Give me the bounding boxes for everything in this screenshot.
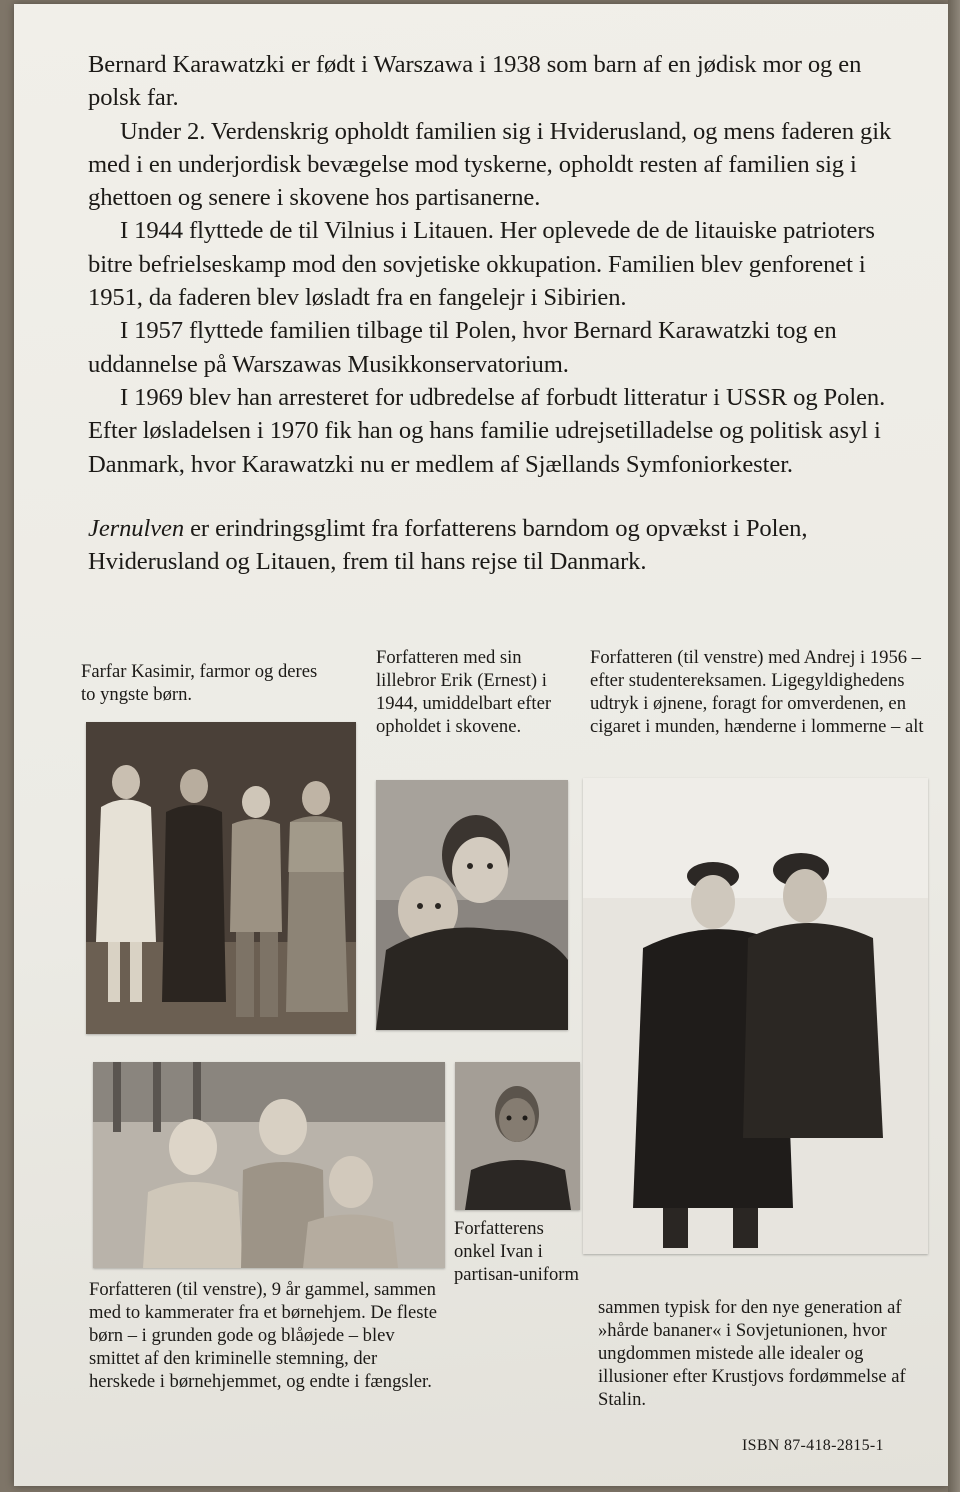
isbn-number: ISBN 87-418-2815-1 [742, 1437, 884, 1454]
bio-paragraph-3: I 1944 flyttede de til Vilnius i Litauen. Her oplevede de de litauiske patrioters bitre befrielseskamp mod den sovjetiske okkupation. Familien blev genforenet i 1951, da faderen blev løsladt fra en fangelejr i Sibirien. [88, 217, 875, 312]
book-spine-edge [948, 0, 960, 1492]
caption-orphanage: Forfatteren (til venstre), 9 år gammel, sammen med to kammerater fra et børnehjem. De fleste børn – i grunden gode og blåøjede – blev smittet af den kriminelle stemning, der herskede i børnehjemmet, og endte i fængsler. [89, 1279, 437, 1392]
ivan-photo [455, 1062, 580, 1210]
bio-paragraph-2: Under 2. Verdenskrig opholdt familien sig i Hviderusland, og mens faderen gik med i en underjordisk bevægelse mod tyskerne, opholdt resten af familien sig i ghettoen og senere i skovene hos partisanerne. [88, 117, 892, 212]
book-title: Jernulven [88, 514, 185, 542]
author-biography [88, 48, 918, 578]
book-blurb [88, 512, 918, 579]
bio-paragraph-1: Bernard Karawatzki er født i Warszawa i 1938 som barn af en jødisk mor og en polsk far. [88, 51, 862, 112]
andrej-photo [583, 778, 928, 1254]
caption-family: Farfar Kasimir, farmor og deres to yngste børn. [81, 661, 318, 705]
book-back-cover [14, 4, 948, 1486]
caption-brother: Forfatteren med sin lillebror Erik (Ernest) i 1944, umiddelbart efter opholdet i skovene. [376, 647, 552, 737]
caption-andrej-bottom: sammen typisk for den nye generation af »hårde bananer« i Sovjetunionen, hvor ungdommen mistede alle idealer og illusioner efter Krustjovs fordømmelse af Stalin. [598, 1297, 906, 1410]
blurb-text: er erindringsglimt fra forfatterens barndom og opvækst i Polen, Hviderusland og Litauen, frem til hans rejse til Danmark. [88, 514, 808, 576]
family-photo [86, 722, 356, 1034]
caption-ivan: Forfatterens onkel Ivan i partisan-uniform [454, 1218, 579, 1285]
orphanage-photo [93, 1062, 445, 1268]
caption-andrej-top: Forfatteren (til venstre) med Andrej i 1956 – efter studentereksamen. Ligegyldighedens udtryk i øjnene, foragt for omverdenen, en cigaret i munden, hænderne i lommerne – alt [590, 647, 924, 737]
bio-paragraph-4: I 1957 flyttede familien tilbage til Polen, hvor Bernard Karawatzki tog en uddannelse på Warszawas Musikkonservatorium. [88, 317, 837, 378]
brothers-photo [376, 780, 568, 1030]
bio-paragraph-5: I 1969 blev han arresteret for udbredelse af forbudt litteratur i USSR og Polen. Efter løsladelsen i 1970 fik han og hans familie udrejsetilladelse og politisk asyl i Danmark, hvor Karawatzki nu er medlem af Sjællands Symfoniorkester. [88, 383, 886, 478]
